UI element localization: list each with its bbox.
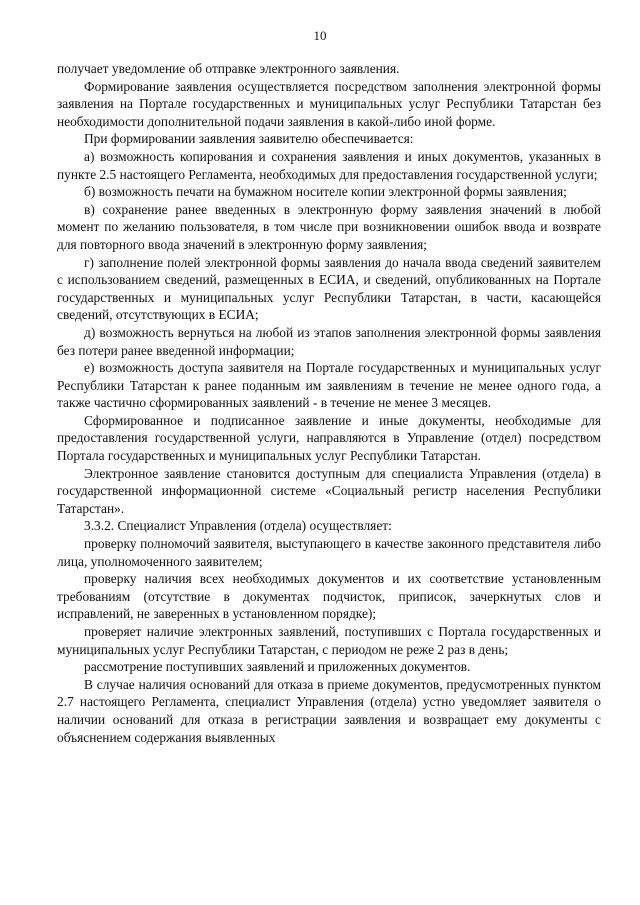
page-number: 10 [313,28,327,43]
paragraph: При формировании заявления заявителю обеспечивается: [84,131,414,147]
list-item: д) возможность вернуться на любой из этапов заполнения электронной формы заявления без потери ранее введенной информации; [57,324,601,358]
paragraph: Формирование заявления осуществляется посредством заполнения электронной формы заявления на Портале государственных и муниципальных услуг Республики Татарстан без необходимости дополнительной подачи заявления в какой-либо иной форме. [57,78,601,129]
paragraph: получает уведомление об отправке электронного заявления. [57,61,400,76]
list-item: в) сохранение ранее введенных в электронную форму заявления значений в любой момент по желанию пользователя, в том числе при возникновении ошибок ввода и возврате для повторного ввода значений в электронную форму заявления; [57,201,601,252]
list-item: б) возможность печати на бумажном носителе копии электронной формы заявления; [84,184,567,200]
list-item: е) возможность доступа заявителя на Портале государственных и муниципальных услуг Республики Татарстан к ранее поданным им заявлениям в течение не менее одного года, а также частично сформированных заявлений - в течение не менее 3 месяцев. [57,360,601,411]
list-item: рассмотрение поступивших заявлений и приложенных документов. [84,659,471,675]
paragraph: Сформированное и подписанное заявление и иные документы, необходимые для предоставления государственной услуги, направляются в Управление (отдел) посредством Портала государственных и муниципальных услуг Республики Татарстан. [57,412,601,464]
paragraph: В случае наличия оснований для отказа в приеме документов, предусмотренных пунктом 2.7 настоящего Регламента, специалист Управления (отдела) устно уведомляет заявителя о наличии оснований для отказа в регистрации заявления и возвращает ему документы с объяснением содержания выявленных [57,676,601,745]
list-item: проверку полномочий заявителя, выступающего в качестве законного представителя либо лица, уполномоченного заявителем; [57,536,601,569]
list-item: проверяет наличие электронных заявлений, поступивших с Портала государственных и муниципальных услуг Республики Татарстан, с периодом не реже 2 раз в день; [57,624,601,657]
paragraph: Электронное заявление становится доступным для специалиста Управления (отдела) в государственной информационной системе «Социальный регистр населения Республики Татарстан». [57,465,601,516]
list-item: проверку наличия всех необходимых документов и их соответствие установленным требованиям (отсутствие в документах подчисток, приписок, зачеркнутых слов и исправлений, не заверенных в установленном порядке); [57,571,601,622]
list-item: а) возможность копирования и сохранения заявления и иных документов, указанных в пункте 2.5 настоящего Регламента, необходимых для предоставления государственной услуги; [57,148,601,182]
document-body [57,60,601,746]
list-item: г) заполнение полей электронной формы заявления до начала ввода сведений заявителем с использованием сведений, размещенных в ЕСИА, и сведений, опубликованных на Портале государственных и муниципальных услуг Республики Татарстан, в части, касающейся сведений, отсутствующих в ЕСИА; [57,254,601,323]
section-heading: 3.3.2. Специалист Управления (отдела) осуществляет: [84,518,392,534]
